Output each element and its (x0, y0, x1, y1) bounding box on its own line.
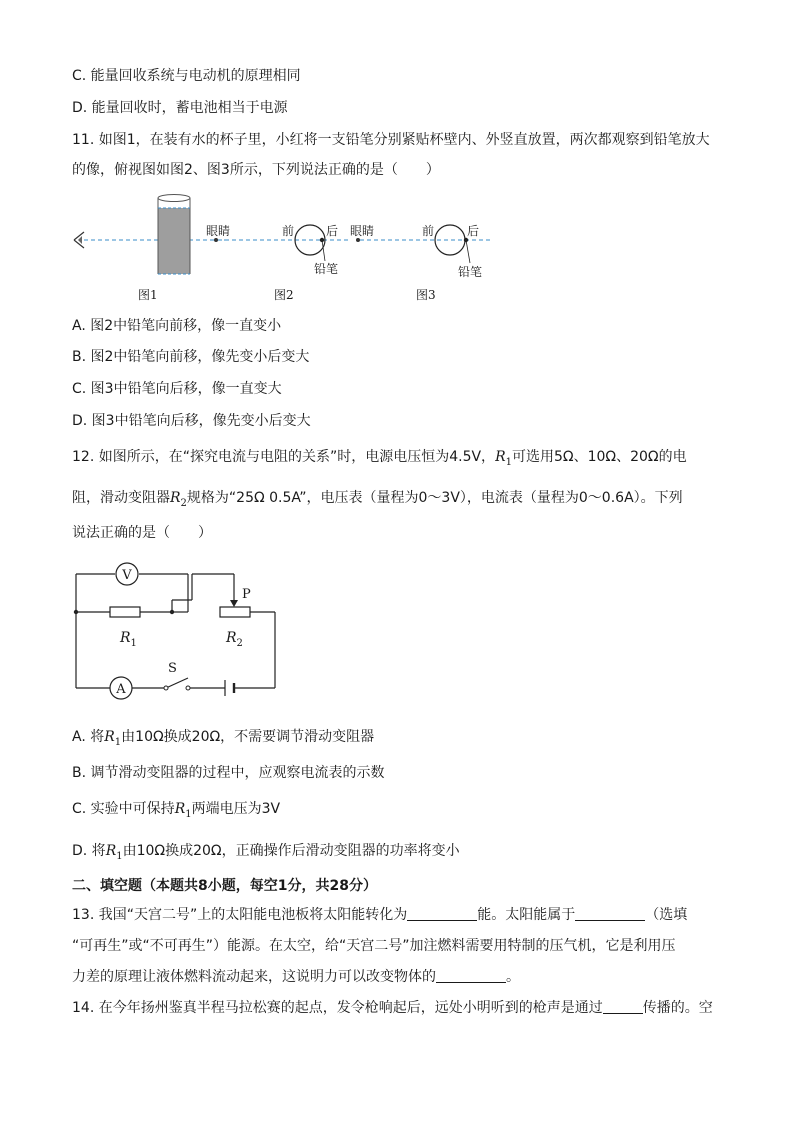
q12-circuit-diagram (70, 556, 290, 706)
voltmeter (116, 563, 138, 585)
fig1-caption: 图1 (138, 288, 158, 302)
fig3-back-label: 后 (467, 224, 480, 238)
svg-text:V: V (122, 568, 132, 583)
q12-option-d: D. 将$R_1$由10Ω换成20Ω，正确操作后滑动变阻器的功率将变小 (72, 843, 460, 862)
q12-stem-line3: 说法正确的是（ ） (72, 525, 212, 541)
q12-stem-line2: 阻，滑动变阻器$R_2$规格为“25Ω 0.5A”，电压表（量程为0～3V），电流表（量程为0～0.6A）。下列 (72, 490, 683, 509)
q11-stem-line2: 的像，俯视图如图2、图3所示，下列说法正确的是（ ） (72, 162, 440, 178)
option-d-prev: D. 能量回收时，蓄电池相当于电源 (72, 100, 288, 116)
q11-figure (70, 188, 500, 306)
r2-symbol: $R_2$ (170, 490, 187, 509)
fig3-pencil-label: 铅笔 (458, 265, 483, 279)
q13-line1: 13. 我国“天宫二号”上的太阳能电池板将太阳能转化为 能。太阳能属于 （选填 (72, 907, 688, 923)
q13-blank-1[interactable] (407, 905, 477, 921)
q11-option-c: C. 图3中铅笔向后移，像一直变大 (72, 381, 282, 397)
svg-text:R1: $R_1$ (120, 630, 137, 649)
q12-option-c: C. 实验中可保持$R_1$两端电压为3V (72, 801, 281, 820)
svg-text:R2: $R_2$ (226, 630, 243, 649)
switch (164, 661, 190, 690)
fig2-back-label: 后 (326, 224, 339, 238)
q11-stem-line1: 11. 如图1，在装有水的杯子里，小红将一支铅笔分别紧贴杯壁内、外竖直放置，两次都观察到铅笔放大 (72, 132, 710, 148)
q13-line2: “可再生”或“不可再生”）能源。在太空，给“天宫二号”加注燃料需要用特制的压气机，它是利用压 (72, 938, 676, 954)
q12-option-b: B. 调节滑动变阻器的过程中，应观察电流表的示数 (72, 765, 385, 781)
option-c-prev: C. 能量回收系统与电动机的原理相同 (72, 68, 301, 84)
q14-blank-1[interactable] (603, 998, 643, 1014)
r1-symbol: $R_1$ (495, 449, 512, 468)
fig3-front-label: 前 (422, 224, 435, 238)
section-heading-fill-in: 二、填空题（本题共8小题，每空1分，共28分） (72, 878, 377, 894)
ammeter (110, 677, 132, 699)
q11-option-d: D. 图3中铅笔向后移，像先变小后变大 (72, 413, 311, 429)
cup-of-water (158, 195, 190, 275)
fig2-pencil-label: 铅笔 (314, 262, 339, 276)
eye-icon (74, 232, 84, 248)
fig2-eye-label: 眼睛 (206, 224, 231, 238)
q14-line1: 14. 在今年扬州鉴真半程马拉松赛的起点，发令枪响起后，远处小明听到的枪声是通过 传播的。空 (72, 1000, 713, 1016)
fig2-caption: 图2 (274, 288, 294, 302)
q12-option-a: A. 将$R_1$由10Ω换成20Ω，不需要调节滑动变阻器 (72, 729, 375, 748)
q13-blank-2[interactable] (575, 905, 645, 921)
rheostat-r2 (220, 587, 251, 649)
svg-text:A: A (116, 682, 126, 697)
q11-option-a: A. 图2中铅笔向前移，像一直变小 (72, 318, 282, 334)
q12-stem-line1: 12. 如图所示，在“探究电流与电阻的关系”时，电源电压恒为4.5V，$R_1$可选用5Ω、10Ω、20Ω的电 (72, 449, 687, 468)
resistor-r1 (110, 607, 140, 649)
svg-text:S: S (168, 661, 177, 676)
fig2-front-label: 前 (282, 224, 295, 238)
svg-text:P: P (242, 587, 251, 602)
q11-option-b: B. 图2中铅笔向前移，像先变小后变大 (72, 349, 310, 365)
q13-line3: 力差的原理让液体燃料流动起来，这说明力可以改变物体的 。 (72, 969, 520, 985)
battery (225, 680, 234, 696)
fig3-eye-label: 眼睛 (350, 224, 375, 238)
fig3-caption: 图3 (416, 288, 436, 302)
q13-blank-3[interactable] (436, 967, 506, 983)
